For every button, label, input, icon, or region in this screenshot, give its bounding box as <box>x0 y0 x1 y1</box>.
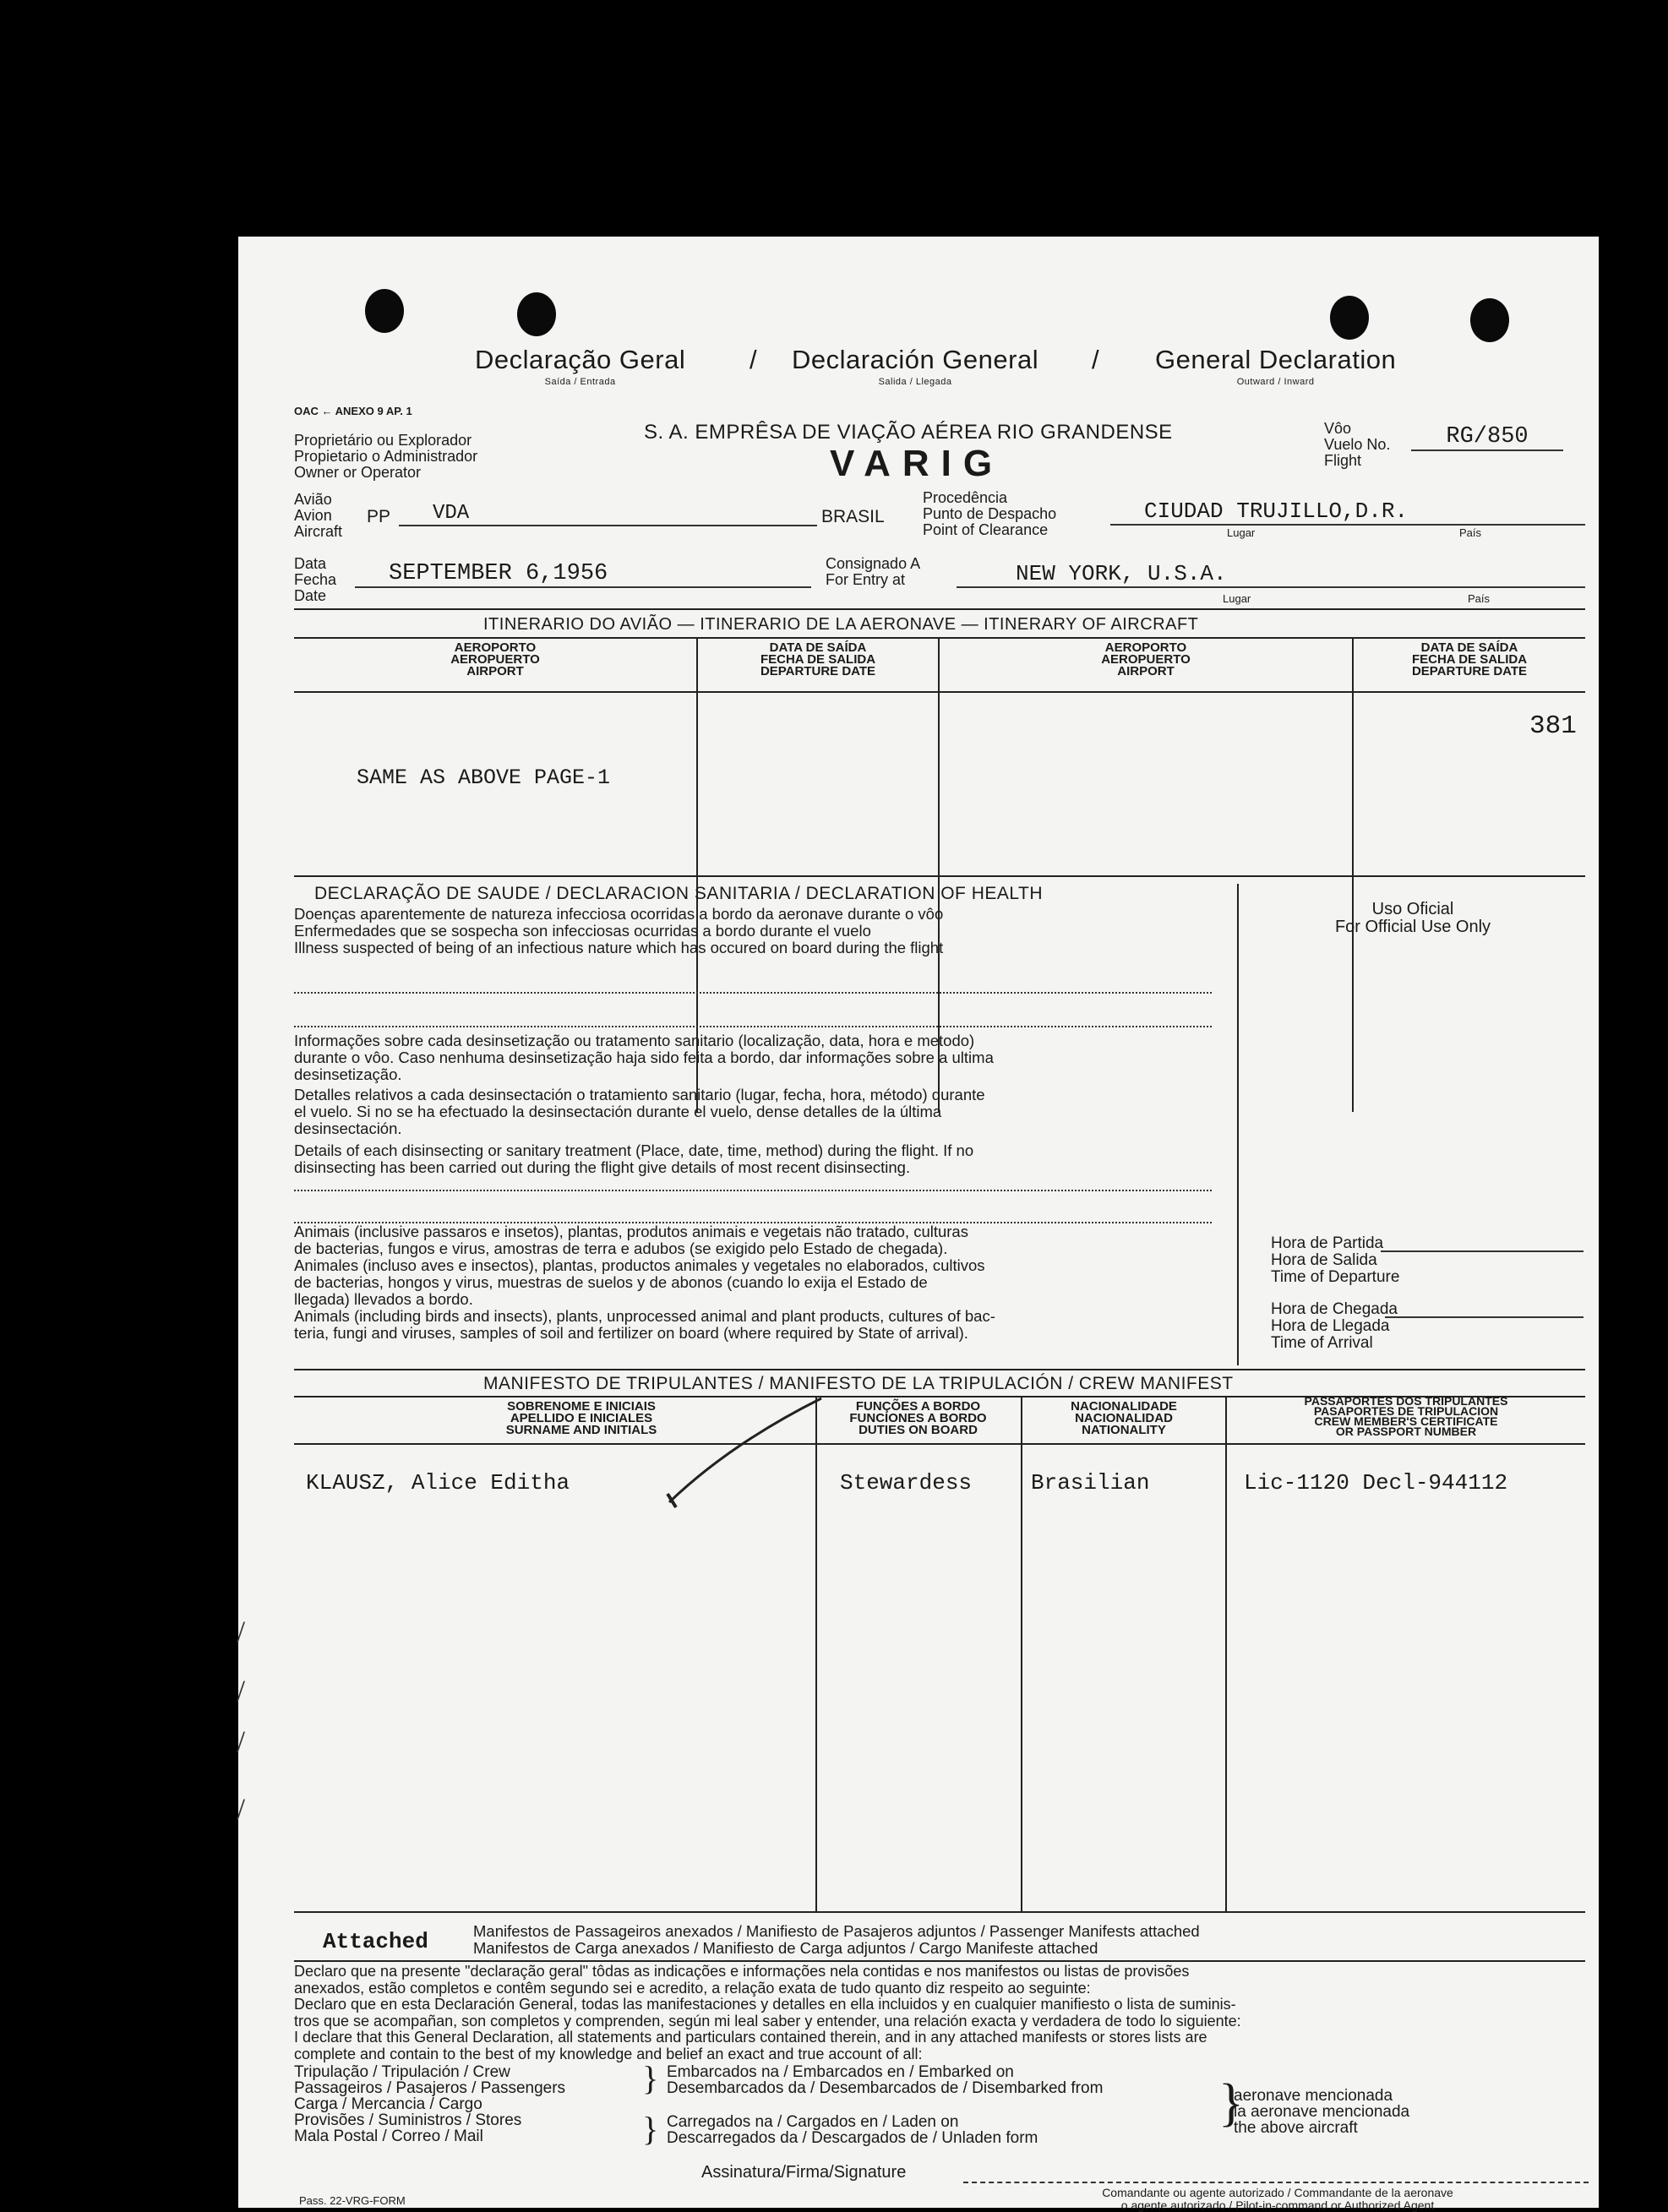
crew-col-passport: PASSAPORTES DOS TRIPULANTES PASAPORTES DE TRIPULACION CREW MEMBER'S CERTIFICATE OR PASSPORT NUMBER <box>1304 1394 1508 1438</box>
title-pt: Declaração Geral Saída / Entrada <box>475 345 686 387</box>
punch-hole <box>517 292 556 336</box>
clearance-label: Procedência Punto de Despacho Point of Clearance <box>923 489 1057 538</box>
signature-caption: Comandante ou agente autorizado / Commandante de la aeronave o agente autorizado / Pilot-in-command or Authorized Agent <box>1102 2186 1453 2212</box>
brace: } <box>642 2110 659 2148</box>
title-slash: / <box>1092 345 1099 374</box>
entry-value: NEW YORK, U.S.A. <box>957 561 1585 588</box>
margin-mark: / <box>237 1724 246 1758</box>
crew-nationality: Brasilian <box>1031 1470 1150 1496</box>
operator-label: Proprietário ou Explorador Propietario o Administrador Owner or Operator <box>294 432 478 481</box>
title-slash: / <box>750 345 757 374</box>
oac-reference: OAC ← ANEXO 9 AP. 1 <box>294 405 412 417</box>
disinsecting-en: Details of each disinsecting or sanitary treatment (Place, date, time, method) during the flight. If no disinsecting has been carried out during the flight give details of most recent disinsecting. <box>294 1141 974 1176</box>
clearance-place-label: Lugar <box>1227 526 1256 539</box>
categories-middle-1: Embarcados na / Embarcados en / Embarked on Desembarcados da / Desembarcados de / Disembarked from <box>667 2063 1104 2097</box>
itinerary-col-airport: AEROPORTO AEROPUERTO AIRPORT <box>450 640 540 678</box>
itinerary-col-date: DATA DE SAÍDA FECHA DE SALIDA DEPARTURE DATE <box>760 640 876 678</box>
date-value: SEPTEMBER 6,1956 <box>355 561 811 588</box>
declaration-form <box>237 237 1599 2212</box>
crew-name: KLAUSZ, Alice Editha <box>306 1470 570 1496</box>
entry-place-label: Lugar <box>1223 592 1251 605</box>
brace: } <box>1218 2074 1244 2132</box>
crew-passport: Lic-1120 Decl-944112 <box>1244 1470 1508 1496</box>
punch-hole <box>1330 296 1369 340</box>
aircraft-prefix: PP <box>367 507 391 526</box>
arrival-time-label: Hora de Chegada Hora de Llegada Time of Arrival <box>1271 1301 1398 1352</box>
flight-number: RG/850 <box>1411 424 1563 451</box>
aircraft-country: BRASIL <box>821 507 885 526</box>
aircraft-label: Avião Avion Aircraft <box>294 491 343 540</box>
pen-stroke <box>661 1394 830 1512</box>
illness-question: Doenças aparentemente de natureza infecciosa ocorridas a bordo da aeronave durante o vôo Enfermedades que se sospecha son infecciosas ocurridas a bordo durante el vuelo Illness suspected of being of an infectious nature which has occured on board during the flight <box>294 905 944 956</box>
health-title: DECLARAÇÃO DE SAUDE / DECLARACION SANITARIA / DECLARATION OF HEALTH <box>314 884 1043 903</box>
signature-line <box>963 2182 1589 2183</box>
page-number: 381 <box>1529 711 1577 741</box>
margin-mark: / <box>237 1792 246 1826</box>
crew-col-duty: FUNÇÕES A BORDO FUNCIONES A BORDO DUTIES ON BOARD <box>849 1399 987 1437</box>
attached-manifests: Manifestos de Passageiros anexados / Manifiesto de Pasajeros adjuntos / Passenger Manifests attached Manifestos de Carga anexados / Manifiesto de Carga adjuntos / Cargo Manifeste attached <box>473 1922 1200 1957</box>
flight-label: Vôo Vuelo No. Flight <box>1324 420 1391 469</box>
company-name: S. A. EMPRÊSA DE VIAÇÃO AÉREA RIO GRANDENSE <box>644 421 1173 444</box>
margin-mark: / <box>237 1615 246 1648</box>
disinsecting-pt: Informações sobre cada desinsetização ou tratamento sanitario (localização, data, hora e metodo) durante o vôo. Caso nenhuma desinsetização haja sido feita a bordo, dar informações sobre a ultima desinsetização. <box>294 1032 994 1083</box>
entry-country-label: País <box>1468 592 1491 605</box>
clearance-country-label: País <box>1459 526 1482 539</box>
categories-right: aeronave mencionada la aeronave mencionada the above aircraft <box>1234 2087 1410 2137</box>
entry-label: Consignado A For Entry at <box>826 555 921 588</box>
disinsecting-es: Detalles relativos a cada desinsectación o tratamiento sanitario (lugar, fecha, hora, método) durante el vuelo. Si no se ha efectuado la desinsectación durante el vuelo, dense detalles de la última desinsectación. <box>294 1086 985 1137</box>
crew-col-nationality: NACIONALIDADE NACIONALIDAD NATIONALITY <box>1071 1399 1177 1437</box>
official-use-label: Uso Oficial For Official Use Only <box>1334 900 1491 936</box>
date-label: Data Fecha Date <box>294 555 337 604</box>
brand-logo: VARIG <box>830 443 1005 484</box>
crew-manifest-title: MANIFESTO DE TRIPULANTES / MANIFESTO DE LA TRIPULACIÓN / CREW MANIFEST <box>483 1374 1234 1393</box>
signature-label: Assinatura/Firma/Signature <box>701 2163 907 2182</box>
form-code: Pass. 22-VRG-FORM <box>299 2194 406 2207</box>
itinerary-col-airport-2: AEROPORTO AEROPUERTO AIRPORT <box>1101 640 1191 678</box>
categories-middle-2: Carregados na / Cargados en / Laden on Descarregados da / Descargados de / Unladen form <box>667 2113 1038 2147</box>
itinerary-title: ITINERARIO DO AVIÃO — ITINERARIO DE LA AERONAVE — ITINERARY OF AIRCRAFT <box>483 615 1199 634</box>
declaration-text: Declaro que na presente "declaração geral" tôdas as indicações e informações nela contidas e nos manifestos ou listas de provisões anexados, estão completos e contêm segundo sei e acredito, a relação exata de tudo quanto diz respeito ao seguinte: Declaro que en esta Declaración General, todas las manifestaciones y detalles en ella incluidos y en cualquier manifiesto o lista de suminis- tros que se acompañan, son completos y comprenden, según mi leal saber y entender, una relación exacta y verdadera de todo lo siguiente: I declare that this General Declaration, all statements and particulars contained therein, and in any attached manifests or stores lists are complete and contain to the best of my knowledge and belief an exact and true account of all: <box>294 1963 1241 2062</box>
attached-label: Attached <box>323 1929 428 1954</box>
crew-duty: Stewardess <box>840 1470 973 1496</box>
departure-time-label: Hora de Partida Hora de Salida Time of Departure <box>1271 1235 1399 1286</box>
title-es: Declaración General Salida / Llegada <box>792 345 1039 387</box>
punch-hole <box>365 289 404 333</box>
categories-left: Tripulação / Tripulación / Crew Passageiros / Pasajeros / Passengers Carga / Mercancia / Cargo Provisões / Suministros / Stores Mala Postal / Correo / Mail <box>294 2063 566 2145</box>
itinerary-col-date-2: DATA DE SAÍDA FECHA DE SALIDA DEPARTURE DATE <box>1411 640 1528 678</box>
itinerary-entry: SAME AS ABOVE PAGE-1 <box>357 765 611 790</box>
punch-hole <box>1470 298 1509 342</box>
animals-plants-declaration: Animais (inclusive passaros e insetos), plantas, produtos animais e vegetais não tratado, culturas de bacterias, fungos e virus, amostras de terra e adubos (se exigido pelo Estado de chegada). Animales (incluso aves e insectos), plantas, productos animales y vegetales no elaborados, cultivos de bacterias, hongos y virus, muestras de suelos y de abonos (cuando lo exija el Estado de llegada) llevados a bordo. Animals (including birds and insects), plants, unprocessed animal and plant products, cultures of bac- teria, fungi and viruses, samples of soil and fertilizer on board (where required by State of arrival). <box>294 1223 995 1342</box>
crew-col-name: SOBRENOME E INICIAIS APELLIDO E INICIALES SURNAME AND INITIALS <box>505 1399 657 1437</box>
aircraft-registration: VDA <box>399 502 817 526</box>
clearance-value: CIUDAD TRUJILLO,D.R. <box>1110 499 1585 526</box>
title-en: General Declaration Outward / Inward <box>1155 345 1397 387</box>
brace: } <box>642 2059 659 2097</box>
margin-mark: / <box>237 1674 246 1708</box>
